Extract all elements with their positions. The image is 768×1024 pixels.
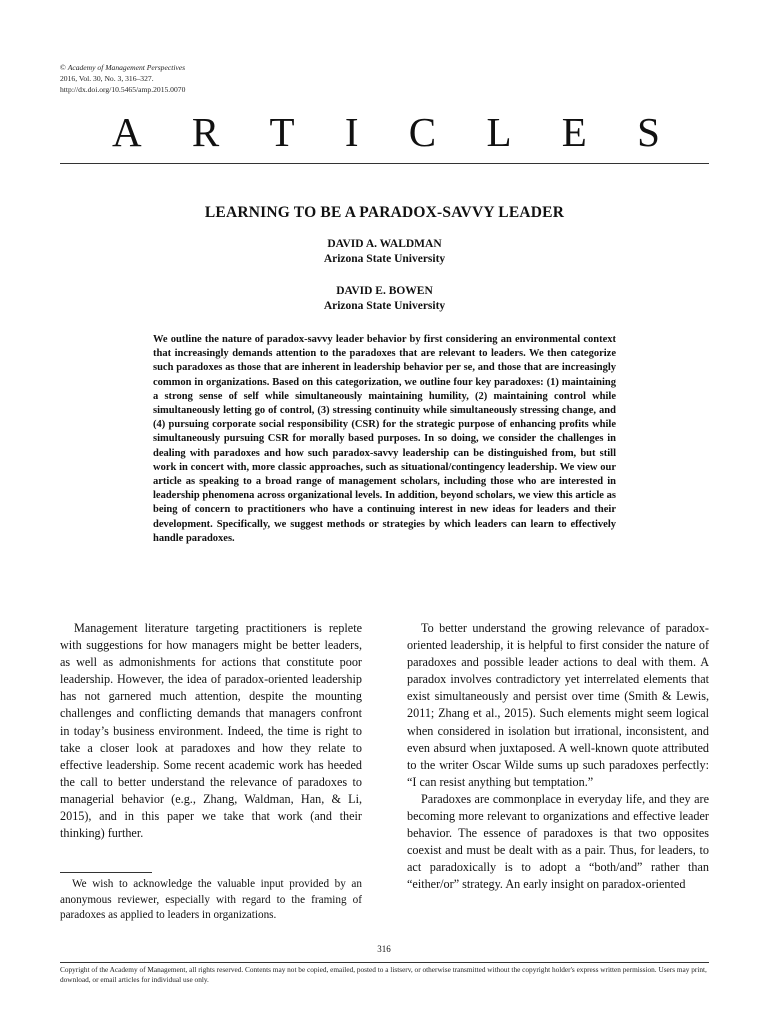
section-letter: C bbox=[408, 109, 437, 155]
copyright-symbol: © bbox=[60, 63, 66, 72]
section-heading-articles bbox=[112, 110, 660, 154]
abstract: We outline the nature of paradox-savvy leader behavior by first considering an environmental context that increasingly demands attention to the paradoxes that are relevant to leaders. We then categorize such paradoxes as those that are inherent in leadership behavior per se, and those that are increasingly common in organizations. Based on this categorization, we outline four key paradoxes: (1) maintaining a strong sense of self while simultaneously maintaining humility, (2) maintaining control while simultaneously letting go of control, (3) stressing continuity while simultaneously stressing change, and (4) pursuing corporate social responsibility (CSR) for the strategic purpose of enhancing profits while simultaneously pursuing CSR for morally based purposes. In so doing, we consider the challenges in dealing with paradoxes and how such paradox-savvy leadership can be distinguished from, but still work in concert with, more classic approaches, such as situational/contingency leadership. We view our article as speaking to a broad range of management scholars, including those who are interested in leadership phenomena across organizational levels. In addition, beyond scholars, we view this article as being of concern to practitioners who have a continuing interest in new ideas for leaders and their development. Specifically, we suggest methods or strategies by which leaders can learn to effectively handle paradoxes. bbox=[153, 334, 616, 544]
journal-masthead bbox=[60, 62, 185, 95]
section-letter: I bbox=[344, 109, 359, 155]
section-letter: E bbox=[561, 109, 587, 155]
footer-divider bbox=[60, 962, 709, 963]
section-letter: R bbox=[191, 109, 220, 155]
body-paragraph: Management literature targeting practitioners is replete with suggestions for how managers might be better leaders, as well as admonishments for actions that constitute poor leadership. However, the idea of paradox-oriented leadership has not garnered much attention, despite the mounting challenges and conflicting demands that managers confront in today’s business environment. Indeed, the time is right to take a closer look at paradoxes and how they relate to effective leadership. Some recent academic work has heeded the call to better understand the relevance of paradoxes to managerial behavior (e.g., Zhang, Waldman, Han, & Li, 2015), and in this paper we take that work (and their thinking) further. bbox=[60, 621, 362, 841]
author-block bbox=[60, 284, 709, 314]
body-column-right bbox=[407, 620, 709, 894]
author-block bbox=[60, 237, 709, 267]
doi-link[interactable]: http://dx.doi.org/10.5465/amp.2015.0070 bbox=[60, 85, 186, 94]
section-letter: S bbox=[637, 109, 660, 155]
page-number: 316 bbox=[377, 944, 391, 954]
body-paragraph: To better understand the growing relevance of paradox-oriented leadership, it is helpful to first consider the nature of paradoxes and possible leader actions to deal with them. A paradox involves contradictory yet interrelated elements that exist simultaneously and persist over time (Smith & Lewis, 2011; Zhang et al., 2015). Such elements might seem logical when considered in isolation but irrational, inconsistent, and even absurd when juxtaposed. A well-known quote attributed to the writer Oscar Wilde sums up such paradoxes perfectly: “I can resist anything but temptation.” bbox=[407, 621, 709, 789]
section-letter: A bbox=[112, 109, 142, 155]
section-letter: L bbox=[486, 109, 512, 155]
journal-name: Academy of Management Perspectives bbox=[67, 63, 186, 72]
issue-info: 2016, Vol. 30, No. 3, 316–327. bbox=[60, 74, 154, 83]
journal-line bbox=[60, 62, 185, 73]
author-affiliation: Arizona State University bbox=[323, 300, 446, 312]
author-affiliation: Arizona State University bbox=[323, 253, 446, 265]
author-name: DAVID E. BOWEN bbox=[336, 285, 433, 297]
acknowledgment-footnote: We wish to acknowledge the valuable input provided by an anonymous reviewer, especially with regard to the framing of paradoxes as applied to leaders in organizations. bbox=[60, 878, 362, 922]
article-title: LEARNING TO BE A PARADOX-SAVVY LEADER bbox=[204, 204, 565, 221]
author-name: DAVID A. WALDMAN bbox=[327, 238, 442, 250]
footnote-divider bbox=[60, 872, 152, 873]
copyright-notice: Copyright of the Academy of Management, all rights reserved. Contents may not be copied, emailed, posted to a listserv, or otherwise transmitted without the copyright holder's express written permission. Users may print, download, or email articles for individual use only. bbox=[60, 965, 707, 984]
section-letter: T bbox=[269, 109, 295, 155]
header-divider bbox=[60, 163, 709, 164]
body-paragraph: Paradoxes are commonplace in everyday life, and they are becoming more relevant to organizations and effective leader behavior. The essence of paradoxes is that two opposites coexist and must be dealt with as a pair. Thus, for leaders, to act paradoxically is to adopt a “both/and” rather than “either/or” strategy. An early insight on paradox-oriented bbox=[407, 791, 709, 892]
body-column-left bbox=[60, 620, 362, 842]
